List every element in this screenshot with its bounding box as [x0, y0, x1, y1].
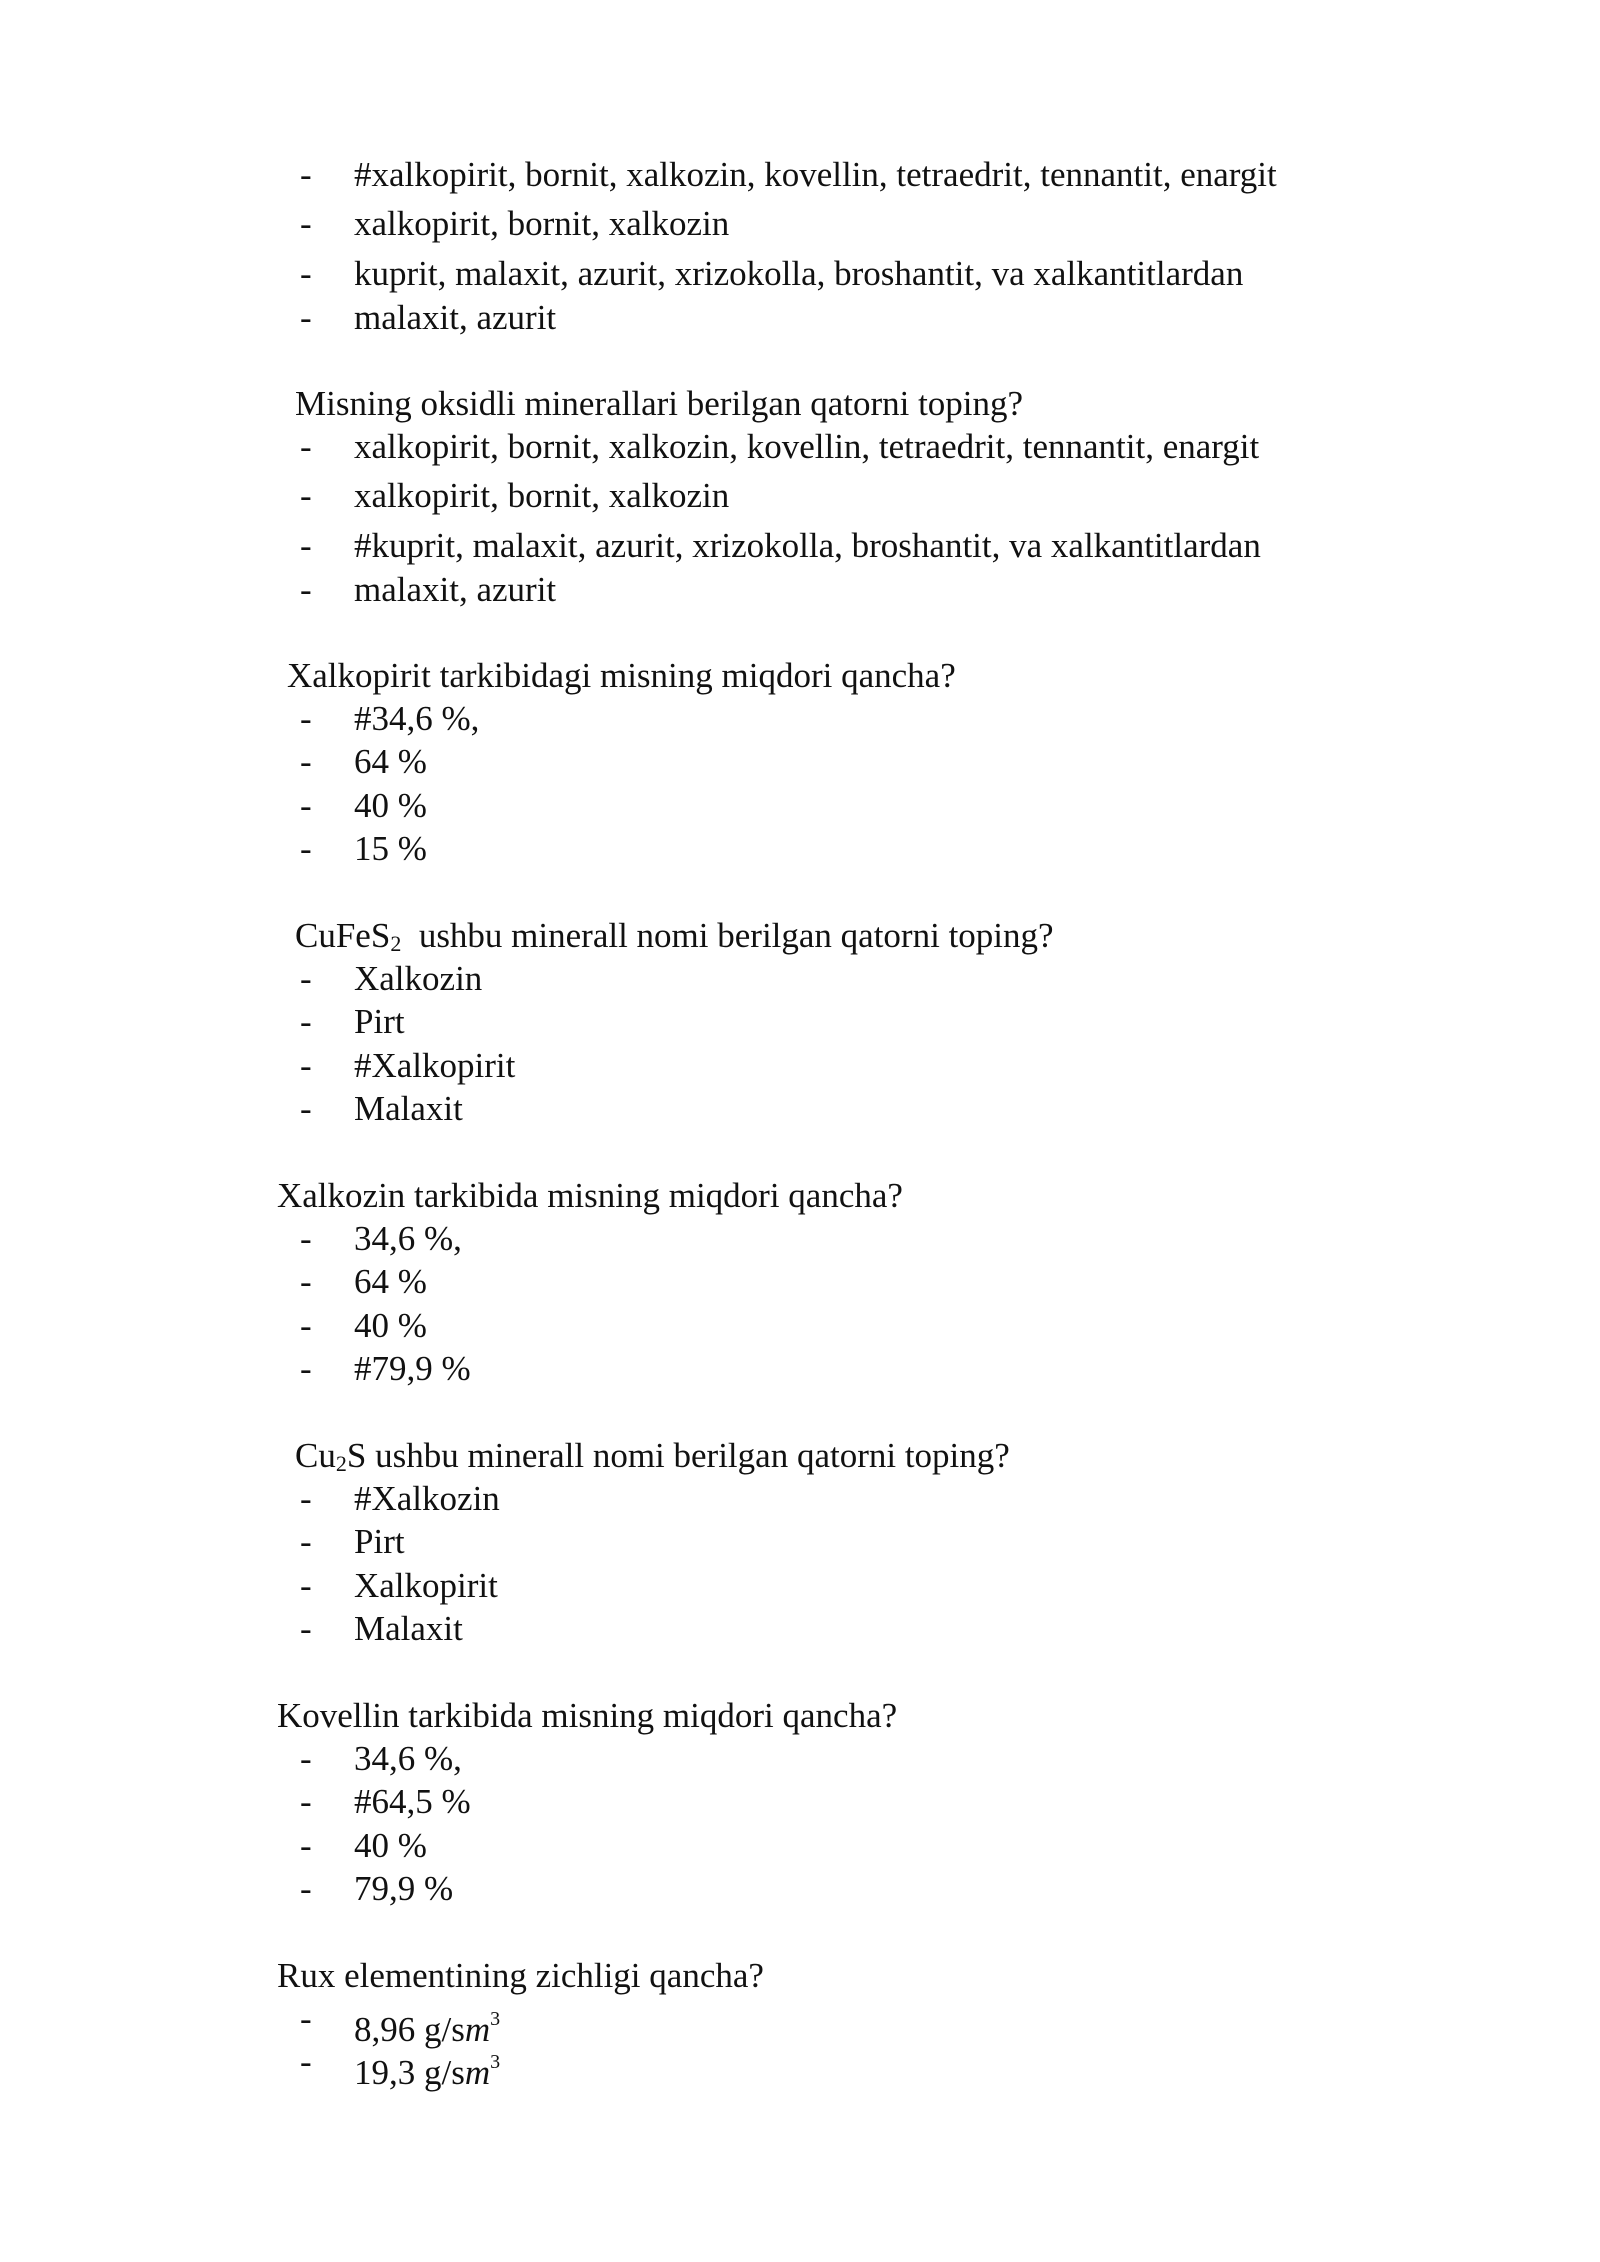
option-text: 40 % — [354, 1826, 427, 1865]
option-text: kuprit, malaxit, azurit, xrizokolla, broshantit, va xalkantitlardan — [354, 254, 1244, 293]
option-text: 40 % — [354, 786, 427, 825]
dash-marker: - — [300, 959, 312, 998]
dash-marker: - — [300, 298, 312, 337]
dash-marker: - — [300, 1349, 312, 1388]
option-text: xalkopirit, bornit, xalkozin — [354, 204, 730, 243]
option-text: Pirt — [354, 1522, 405, 1561]
dash-marker: - — [300, 254, 312, 293]
question-text: Rux elementining zichligi qancha? — [277, 1956, 764, 1995]
dash-marker: - — [300, 1782, 312, 1821]
formula-subscript: 2 — [335, 1451, 347, 1476]
formula: Cu — [295, 1436, 336, 1475]
option-text: #34,6 %, — [354, 699, 480, 738]
unit-letter: m — [464, 2053, 491, 2092]
dash-marker: - — [300, 155, 312, 194]
density-value: 8,96 g/s — [354, 2010, 465, 2049]
dash-marker: - — [300, 427, 312, 466]
option-text — [354, 2041, 500, 2094]
option-text: 64 % — [354, 742, 427, 781]
dash-marker: - — [300, 1479, 312, 1518]
formula-subscript: 2 — [390, 931, 402, 956]
option-text: #79,9 % — [354, 1349, 471, 1388]
density-value: 19,3 g/s — [354, 2053, 465, 2092]
option-text: 64 % — [354, 1262, 427, 1301]
dash-marker: - — [300, 742, 312, 781]
question-rest: S ushbu minerall nomi berilgan qatorni toping? — [346, 1436, 1010, 1475]
option-text: Malaxit — [354, 1089, 463, 1128]
dash-marker: - — [300, 1262, 312, 1301]
dash-marker: - — [300, 699, 312, 738]
dash-marker: - — [300, 1002, 312, 1041]
dash-marker: - — [300, 1869, 312, 1908]
question-text: Kovellin tarkibida misning miqdori qancha? — [277, 1696, 898, 1735]
dash-marker: - — [300, 570, 312, 609]
option-text: #kuprit, malaxit, azurit, xrizokolla, broshantit, va xalkantitlardan — [354, 526, 1261, 565]
option-text: 40 % — [354, 1306, 427, 1345]
dash-marker: - — [300, 1566, 312, 1605]
dash-marker: - — [300, 1089, 312, 1128]
question-text: Misning oksidli minerallari berilgan qatorni toping? — [295, 384, 1024, 423]
dash-marker: - — [300, 204, 312, 243]
dash-marker: - — [300, 786, 312, 825]
option-text: xalkopirit, bornit, xalkozin — [354, 476, 730, 515]
option-text: #Xalkozin — [354, 1479, 500, 1518]
option-text: Malaxit — [354, 1609, 463, 1648]
dash-marker: - — [300, 829, 312, 868]
option-text: 15 % — [354, 829, 427, 868]
question-text: Xalkozin tarkibida misning miqdori qancha? — [277, 1176, 903, 1215]
dash-marker: - — [300, 1826, 312, 1865]
option-text: malaxit, azurit — [354, 570, 557, 609]
dash-marker: - — [300, 1046, 312, 1085]
dash-marker: - — [300, 1609, 312, 1648]
dash-marker: - — [300, 526, 312, 565]
question-text: Xalkopirit tarkibidagi misning miqdori qancha? — [287, 656, 956, 695]
dash-marker: - — [300, 476, 312, 515]
unit-exponent: 3 — [490, 2051, 501, 2073]
dash-marker: - — [300, 1306, 312, 1345]
unit-letter: m — [464, 2010, 491, 2049]
dash-marker: - — [300, 1999, 312, 2038]
option-text: #xalkopirit, bornit, xalkozin, kovellin, tetraedrit, tennantit, enargit — [354, 155, 1277, 194]
dash-marker: - — [300, 1522, 312, 1561]
option-text: 34,6 %, — [354, 1219, 462, 1258]
question-rest: ushbu minerall nomi berilgan qatorni toping? — [401, 916, 1054, 955]
option-text: #64,5 % — [354, 1782, 471, 1821]
dash-marker: - — [300, 1739, 312, 1778]
option-text: xalkopirit, bornit, xalkozin, kovellin, tetraedrit, tennantit, enargit — [354, 427, 1260, 466]
dash-marker: - — [300, 2042, 312, 2081]
option-text: Pirt — [354, 1002, 405, 1041]
option-text: Xalkopirit — [354, 1566, 498, 1605]
option-text: 34,6 %, — [354, 1739, 462, 1778]
option-text: 79,9 % — [354, 1869, 454, 1908]
dash-marker: - — [300, 1219, 312, 1258]
option-text: #Xalkopirit — [354, 1046, 516, 1085]
formula: CuFeS — [295, 916, 391, 955]
unit-exponent: 3 — [490, 2008, 501, 2030]
option-text: Xalkozin — [354, 959, 483, 998]
option-text: malaxit, azurit — [354, 298, 557, 337]
